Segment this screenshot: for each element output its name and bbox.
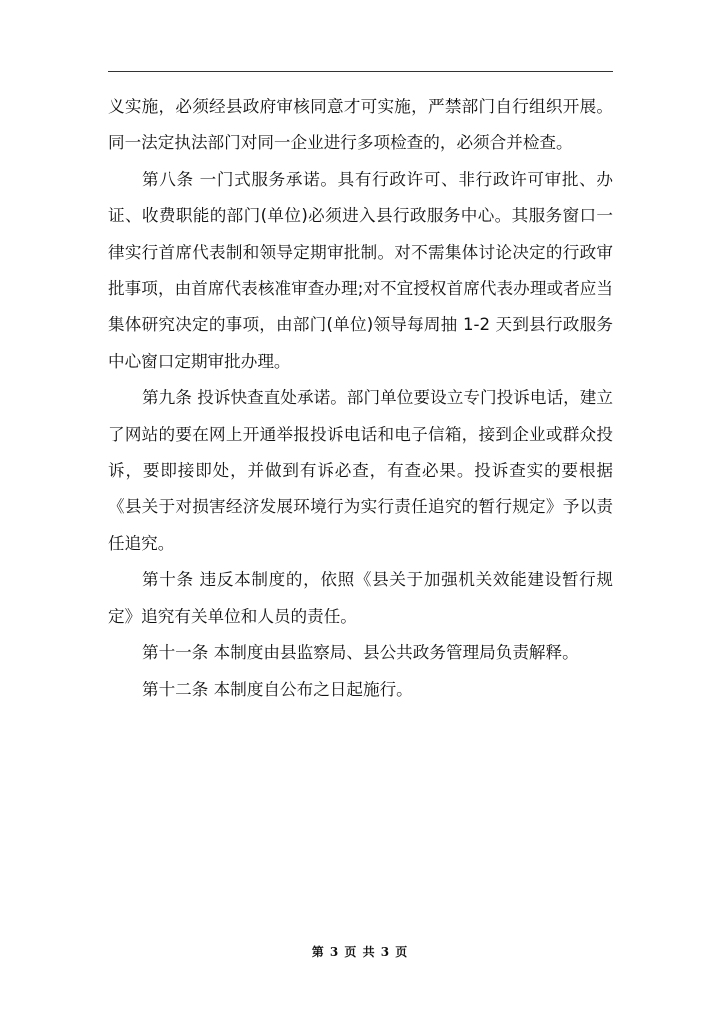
page-number-footer: 第 3 页 共 3 页 <box>311 945 409 959</box>
header-rule <box>108 71 613 72</box>
article-11-paragraph: 第十一条 本制度由县监察局、县公共政务管理局负责解释。 <box>142 643 579 663</box>
article-12-paragraph: 第十二条 本制度自公布之日起施行。 <box>142 679 413 699</box>
article-8-paragraph: 第八条 一门式服务承诺。具有行政许可、非行政许可审批、办证、收费职能的部门(单位)必须进入县行政服务中心。其服务窗口一律实行首席代表制和领导定期审批制。对不需集体讨论决定的行政审批事项，由首席代表核准审查办理;对不宜授权首席代表办理或者应当集体研究决定的事项，由部门(单位)领导每周抽 1-2 天到县行政服务中心窗口定期审批办理。 <box>108 169 613 371</box>
article-10-paragraph: 第十条 违反本制度的，依照《县关于加强机关效能建设暂行规定》追究有关单位和人员的责任。 <box>108 570 613 626</box>
paragraph-continuation: 义实施，必须经县政府审核同意才可实施，严禁部门自行组织开展。同一法定执法部门对同一企业进行多项检查的，必须合并检查。 <box>108 97 613 153</box>
article-9-paragraph: 第九条 投诉快查直处承诺。部门单位要设立专门投诉电话，建立了网站的要在网上开通举报投诉电话和电子信箱，接到企业或群众投诉，要即接即处，并做到有诉必查，有查必果。投诉查实的要根据《县关于对损害经济发展环境行为实行责任追究的暂行规定》予以责任追究。 <box>108 388 613 553</box>
document-body <box>108 89 613 708</box>
